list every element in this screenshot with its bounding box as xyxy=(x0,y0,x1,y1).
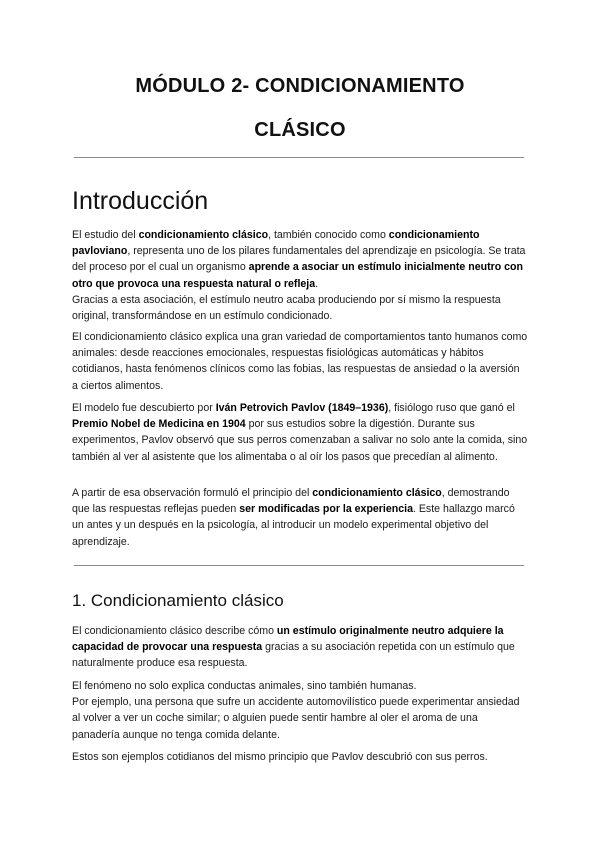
text-run: Por ejemplo, una persona que sufre un accidente automovilístico puede experimentar ansiedad al volver a ver un coche similar; o alguien puede sentir hambre al oler el aroma de una panadería aunque no tenga comida delante. xyxy=(72,696,520,741)
module-title-line-2: CLÁSICO xyxy=(254,119,346,141)
text-run: gracias a su asociación repetida con un estímulo que naturalmente produce esa respuesta. xyxy=(72,641,515,670)
text-run: por sus estudios sobre la digestión. Durante sus experimentos, Pavlov observó que sus perros comenzaban a salivar no solo ante la comida, sino también al ver al asistente que los alimentaba o al oír los pasos que precedían al alimento. xyxy=(72,418,528,463)
bold-text-run: un estímulo originalmente neutro adquiere la capacidad de provocar una respuesta xyxy=(72,625,504,654)
text-run: El condicionamiento clásico describe cómo xyxy=(72,625,277,637)
bold-text-run: ser modificadas por la experiencia xyxy=(239,503,413,516)
intro-paragraph-2: El condicionamiento clásico explica una gran variedad de comportamientos tanto humanos como animales: desde reacciones emocionales, respuestas fisiológicas automáticas y hábitos cotidianos, hasta fenómenos clínicos como las fobias, las respuestas de ansiedad o la aversión a ciertos alimentos. xyxy=(72,331,528,392)
horizontal-divider xyxy=(74,565,524,566)
text-run: , representa uno de los pilares fundamentales del aprendizaje en psicología. Se trata del proceso por el cual un organismo xyxy=(72,245,526,274)
intro-paragraph-3 xyxy=(72,400,528,465)
section-1-heading: 1. Condicionamiento clásico xyxy=(72,591,284,610)
module-title xyxy=(60,64,540,152)
text-run: Gracias a esta asociación, el estímulo neutro acaba produciendo por sí mismo la respuesta original, transformándose en un estímulo condicionado. xyxy=(72,293,501,323)
bold-text-run: condicionamiento clásico xyxy=(312,487,442,499)
bold-text-run: condicionamiento clásico xyxy=(138,229,269,241)
text-run: , demostrando que las respuestas reflejas pueden xyxy=(72,487,510,516)
bold-text-run: Iván Petrovich Pavlov (1849–1936) xyxy=(215,402,389,414)
text-run: A partir de esa observación formuló el principio del xyxy=(72,487,313,499)
text-run: , fisiólogo ruso que ganó el xyxy=(388,402,515,414)
text-run: El fenómeno no solo explica conductas animales, sino también humanas. xyxy=(72,680,417,692)
bold-text-run: condicionamiento pavloviano xyxy=(72,229,480,258)
text-run: El estudio del xyxy=(72,229,139,241)
section-1-paragraph-3: Estos son ejemplos cotidianos del mismo principio que Pavlov descubrió con sus perros. xyxy=(72,751,488,763)
text-run: El modelo fue descubierto por xyxy=(72,402,216,414)
text-run: , también conocido como xyxy=(268,229,389,241)
horizontal-divider xyxy=(74,157,524,158)
text-run: . Este hallazgo marcó un antes y un después en la psicología, al introducir un modelo experimental objetivo del aprendizaje. xyxy=(72,503,515,548)
intro-paragraph-1 xyxy=(72,227,528,324)
bold-text-run: aprende a asociar un estímulo inicialmente neutro con otro que provoca una respuesta natural o refleja xyxy=(72,261,524,290)
section-1-paragraph-1 xyxy=(72,623,528,672)
intro-paragraph-4 xyxy=(72,485,528,550)
intro-heading: Introducción xyxy=(72,187,209,215)
bold-text-run: Premio Nobel de Medicina en 1904 xyxy=(72,418,246,431)
section-1-paragraph-2 xyxy=(72,678,528,743)
text-run: . xyxy=(315,277,319,290)
module-title-line-1: MÓDULO 2- CONDICIONAMIENTO xyxy=(135,75,465,97)
